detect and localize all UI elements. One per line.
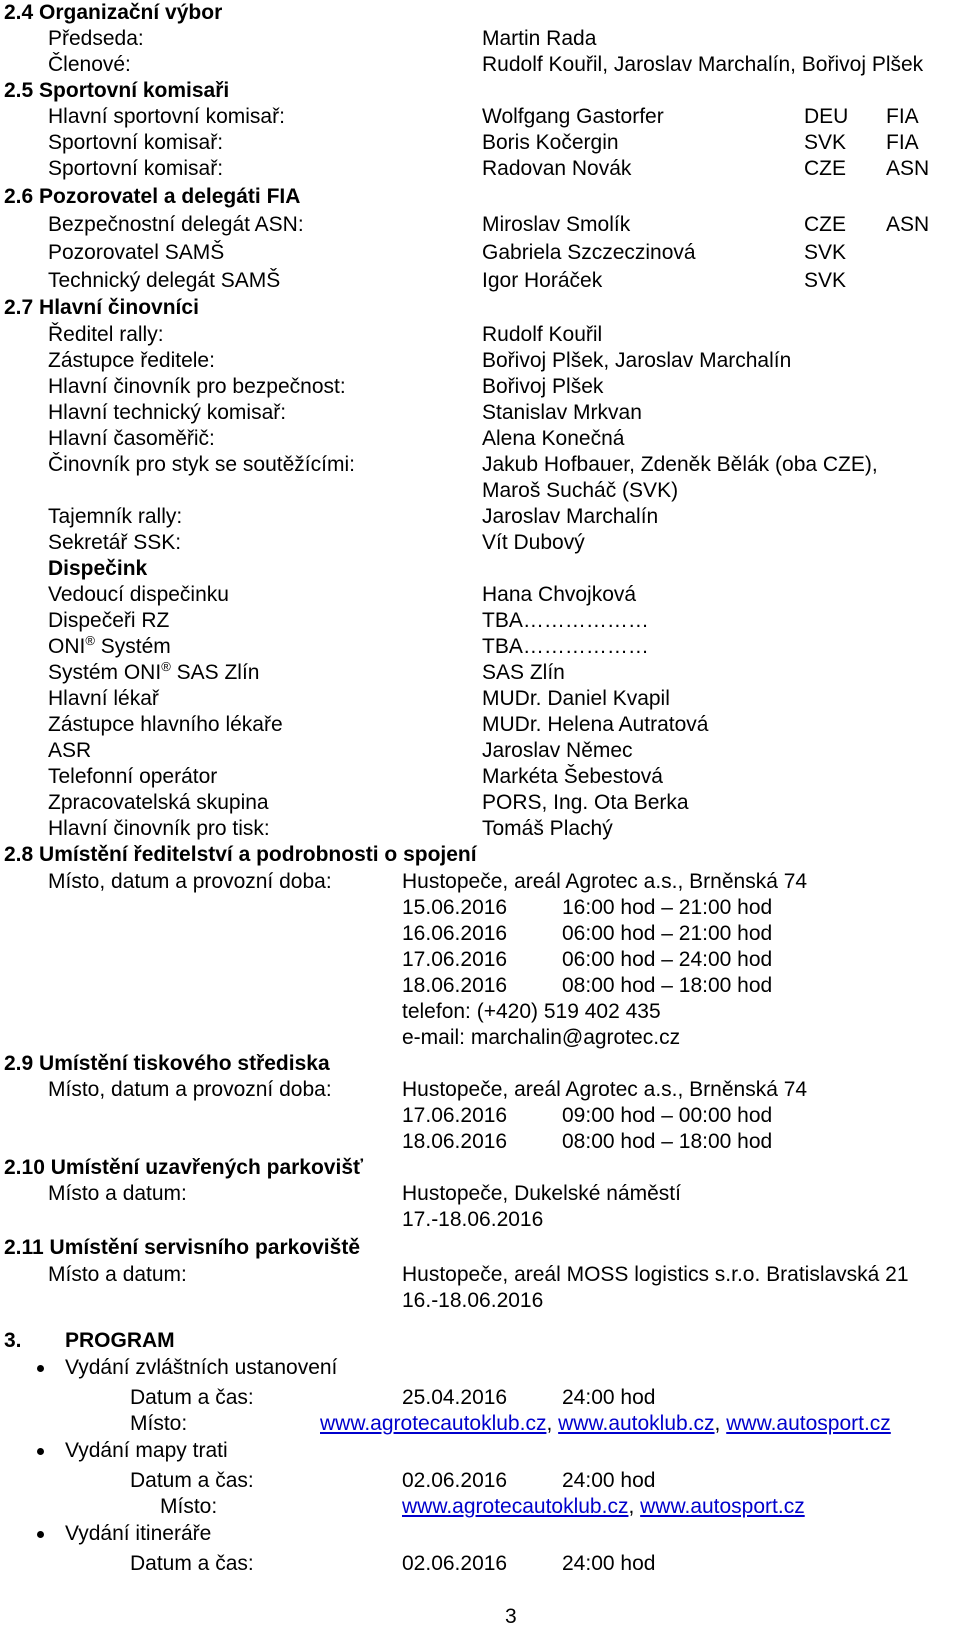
- row-country: SVK: [804, 131, 847, 154]
- row-label: Ředitel rally:: [48, 323, 164, 346]
- row-label: ASR: [48, 739, 92, 762]
- program-place-label: Místo:: [130, 1412, 188, 1435]
- program-item-title: Vydání itineráře: [65, 1522, 212, 1545]
- program-number: 3.: [4, 1329, 22, 1352]
- row-label: Hlavní lékař: [48, 687, 159, 710]
- row-label: Zpracovatelská skupina: [48, 791, 269, 814]
- row-label: Zástupce ředitele:: [48, 349, 215, 372]
- row-value: Vít Dubový: [482, 531, 585, 554]
- location-value: Hustopeče, Dukelské náměstí: [402, 1182, 681, 1205]
- section-heading-2-9: 2.9 Umístění tiskového střediska: [4, 1052, 330, 1075]
- program-date-label: Datum a čas:: [130, 1469, 254, 1492]
- row-value: SAS Zlín: [482, 661, 565, 684]
- row-value: Boris Kočergin: [482, 131, 619, 154]
- schedule-hours: 09:00 hod – 00:00 hod: [562, 1104, 773, 1127]
- section-heading-2-5: 2.5 Sportovní komisaři: [4, 79, 230, 102]
- row-label: Místo a datum:: [48, 1263, 187, 1286]
- row-country: CZE: [804, 213, 846, 236]
- row-country: DEU: [804, 105, 849, 128]
- program-date: 02.06.2016: [402, 1469, 508, 1492]
- section-heading-2-4: 2.4 Organizační výbor: [4, 1, 223, 24]
- row-value: Rudolf Kouřil, Jaroslav Marchalín, Bořivoj Plšek: [482, 53, 924, 76]
- row-value: Rudolf Kouřil: [482, 323, 603, 346]
- row-label: Hlavní technický komisař:: [48, 401, 287, 424]
- row-value: MUDr. Daniel Kvapil: [482, 687, 670, 710]
- program-date: 02.06.2016: [402, 1552, 508, 1575]
- row-org: ASN: [886, 157, 930, 180]
- schedule-date: 16.06.2016: [402, 922, 508, 945]
- row-label: Telefonní operátor: [48, 765, 218, 788]
- row-value: Alena Konečná: [482, 427, 625, 450]
- row-label: Sportovní komisař:: [48, 157, 224, 180]
- program-time: 24:00 hod: [562, 1386, 656, 1409]
- program-heading: PROGRAM: [65, 1329, 175, 1352]
- row-label: Předseda:: [48, 27, 144, 50]
- row-value: Hana Chvojková: [482, 583, 637, 606]
- registered-mark: ®: [161, 659, 171, 674]
- row-country: CZE: [804, 157, 846, 180]
- location-value: Hustopeče, areál Agrotec a.s., Brněnská 74: [402, 870, 808, 893]
- row-value: Jaroslav Němec: [482, 739, 633, 762]
- row-value: Tomáš Plachý: [482, 817, 613, 840]
- subheading-dispecink: Dispečink: [48, 557, 148, 580]
- section-heading-2-8: 2.8 Umístění ředitelství a podrobnosti o spojení: [4, 843, 477, 866]
- schedule-hours: 08:00 hod – 18:00 hod: [562, 1130, 773, 1153]
- row-value-continued: Maroš Sucháč (SVK): [482, 479, 679, 502]
- page-number: 3: [505, 1605, 517, 1628]
- row-label: Systém ONI® SAS Zlín: [48, 659, 260, 684]
- row-org: FIA: [886, 131, 919, 154]
- row-label: Zástupce hlavního lékaře: [48, 713, 283, 736]
- row-country: SVK: [804, 241, 847, 264]
- row-value: Radovan Novák: [482, 157, 632, 180]
- program-time: 24:00 hod: [562, 1469, 656, 1492]
- row-label: Sekretář SSK:: [48, 531, 182, 554]
- section-heading-2-6: 2.6 Pozorovatel a delegáti FIA: [4, 185, 301, 208]
- row-value: Jaroslav Marchalín: [482, 505, 659, 528]
- program-links: www.agrotecautoklub.cz, www.autoklub.cz, www.autosport.cz: [320, 1412, 891, 1435]
- schedule-date: 18.06.2016: [402, 1130, 508, 1153]
- row-label: Hlavní činovník pro tisk:: [48, 817, 270, 840]
- schedule-hours: 06:00 hod – 24:00 hod: [562, 948, 773, 971]
- schedule-date: 15.06.2016: [402, 896, 508, 919]
- row-label: Technický delegát SAMŠ: [48, 269, 281, 292]
- row-label: Tajemník rally:: [48, 505, 183, 528]
- row-value: Igor Horáček: [482, 269, 603, 292]
- program-item-title: Vydání mapy trati: [65, 1439, 228, 1462]
- row-value: Wolfgang Gastorfer: [482, 105, 664, 128]
- row-value: MUDr. Helena Autratová: [482, 713, 709, 736]
- row-value: Bořivoj Plšek, Jaroslav Marchalín: [482, 349, 792, 372]
- row-value: Bořivoj Plšek: [482, 375, 604, 398]
- registered-mark: ®: [85, 633, 95, 648]
- program-date-label: Datum a čas:: [130, 1386, 254, 1409]
- link-autoklub[interactable]: www.autoklub.cz: [558, 1412, 715, 1435]
- contact-phone: telefon: (+420) 519 402 435: [402, 1000, 661, 1023]
- row-value: Markéta Šebestová: [482, 765, 663, 788]
- schedule-hours: 08:00 hod – 18:00 hod: [562, 974, 773, 997]
- row-value: Stanislav Mrkvan: [482, 401, 642, 424]
- row-label: Místo, datum a provozní doba:: [48, 870, 332, 893]
- date-value: 16.-18.06.2016: [402, 1289, 544, 1312]
- row-country: SVK: [804, 269, 847, 292]
- section-heading-2-10: 2.10 Umístění uzavřených parkovišť: [4, 1156, 364, 1179]
- bullet-icon: [37, 1365, 44, 1372]
- schedule-date: 18.06.2016: [402, 974, 508, 997]
- program-item-title: Vydání zvláštních ustanovení: [65, 1356, 338, 1379]
- row-label: Hlavní časoměřič:: [48, 427, 215, 450]
- row-label: Sportovní komisař:: [48, 131, 224, 154]
- row-value: PORS, Ing. Ota Berka: [482, 791, 689, 814]
- row-label: Bezpečnostní delegát ASN:: [48, 213, 304, 236]
- row-label: ONI® Systém: [48, 633, 171, 658]
- contact-email: e-mail: marchalin@agrotec.cz: [402, 1026, 681, 1049]
- program-time: 24:00 hod: [562, 1552, 656, 1575]
- row-value: Jakub Hofbauer, Zdeněk Bělák (oba CZE),: [482, 453, 878, 476]
- schedule-hours: 16:00 hod – 21:00 hod: [562, 896, 773, 919]
- program-date: 25.04.2016: [402, 1386, 508, 1409]
- schedule-date: 17.06.2016: [402, 948, 508, 971]
- row-label: Členové:: [48, 53, 131, 76]
- row-label: Činovník pro styk se soutěžícími:: [48, 453, 355, 476]
- bullet-icon: [37, 1531, 44, 1538]
- row-label: Vedoucí dispečinku: [48, 583, 229, 606]
- row-org: ASN: [886, 213, 930, 236]
- row-label: Pozorovatel SAMŠ: [48, 241, 225, 264]
- row-value: Miroslav Smolík: [482, 213, 631, 236]
- link-autosport[interactable]: www.autosport.cz: [640, 1495, 805, 1518]
- location-value: Hustopeče, areál Agrotec a.s., Brněnská 74: [402, 1078, 808, 1101]
- row-label: Hlavní sportovní komisař:: [48, 105, 285, 128]
- schedule-hours: 06:00 hod – 21:00 hod: [562, 922, 773, 945]
- date-value: 17.-18.06.2016: [402, 1208, 544, 1231]
- link-agrotecautoklub[interactable]: www.agrotecautoklub.cz: [320, 1412, 547, 1435]
- schedule-date: 17.06.2016: [402, 1104, 508, 1127]
- row-org: FIA: [886, 105, 919, 128]
- program-links: www.agrotecautoklub.cz, www.autosport.cz: [402, 1495, 805, 1518]
- row-value: TBA………………: [482, 635, 649, 658]
- row-label: Dispečeři RZ: [48, 609, 170, 632]
- program-date-label: Datum a čas:: [130, 1552, 254, 1575]
- row-value: Martin Rada: [482, 27, 597, 50]
- program-place-label: Místo:: [160, 1495, 218, 1518]
- row-value: TBA………………: [482, 609, 649, 632]
- location-value: Hustopeče, areál MOSS logistics s.r.o. Bratislavská 21: [402, 1263, 909, 1286]
- section-heading-2-7: 2.7 Hlavní činovníci: [4, 296, 199, 319]
- link-agrotecautoklub[interactable]: www.agrotecautoklub.cz: [402, 1495, 629, 1518]
- row-label: Místo a datum:: [48, 1182, 187, 1205]
- link-autosport[interactable]: www.autosport.cz: [726, 1412, 891, 1435]
- row-value: Gabriela Szczeczinová: [482, 241, 696, 264]
- row-label: Místo, datum a provozní doba:: [48, 1078, 332, 1101]
- row-label: Hlavní činovník pro bezpečnost:: [48, 375, 346, 398]
- section-heading-2-11: 2.11 Umístění servisního parkoviště: [4, 1236, 360, 1259]
- bullet-icon: [37, 1448, 44, 1455]
